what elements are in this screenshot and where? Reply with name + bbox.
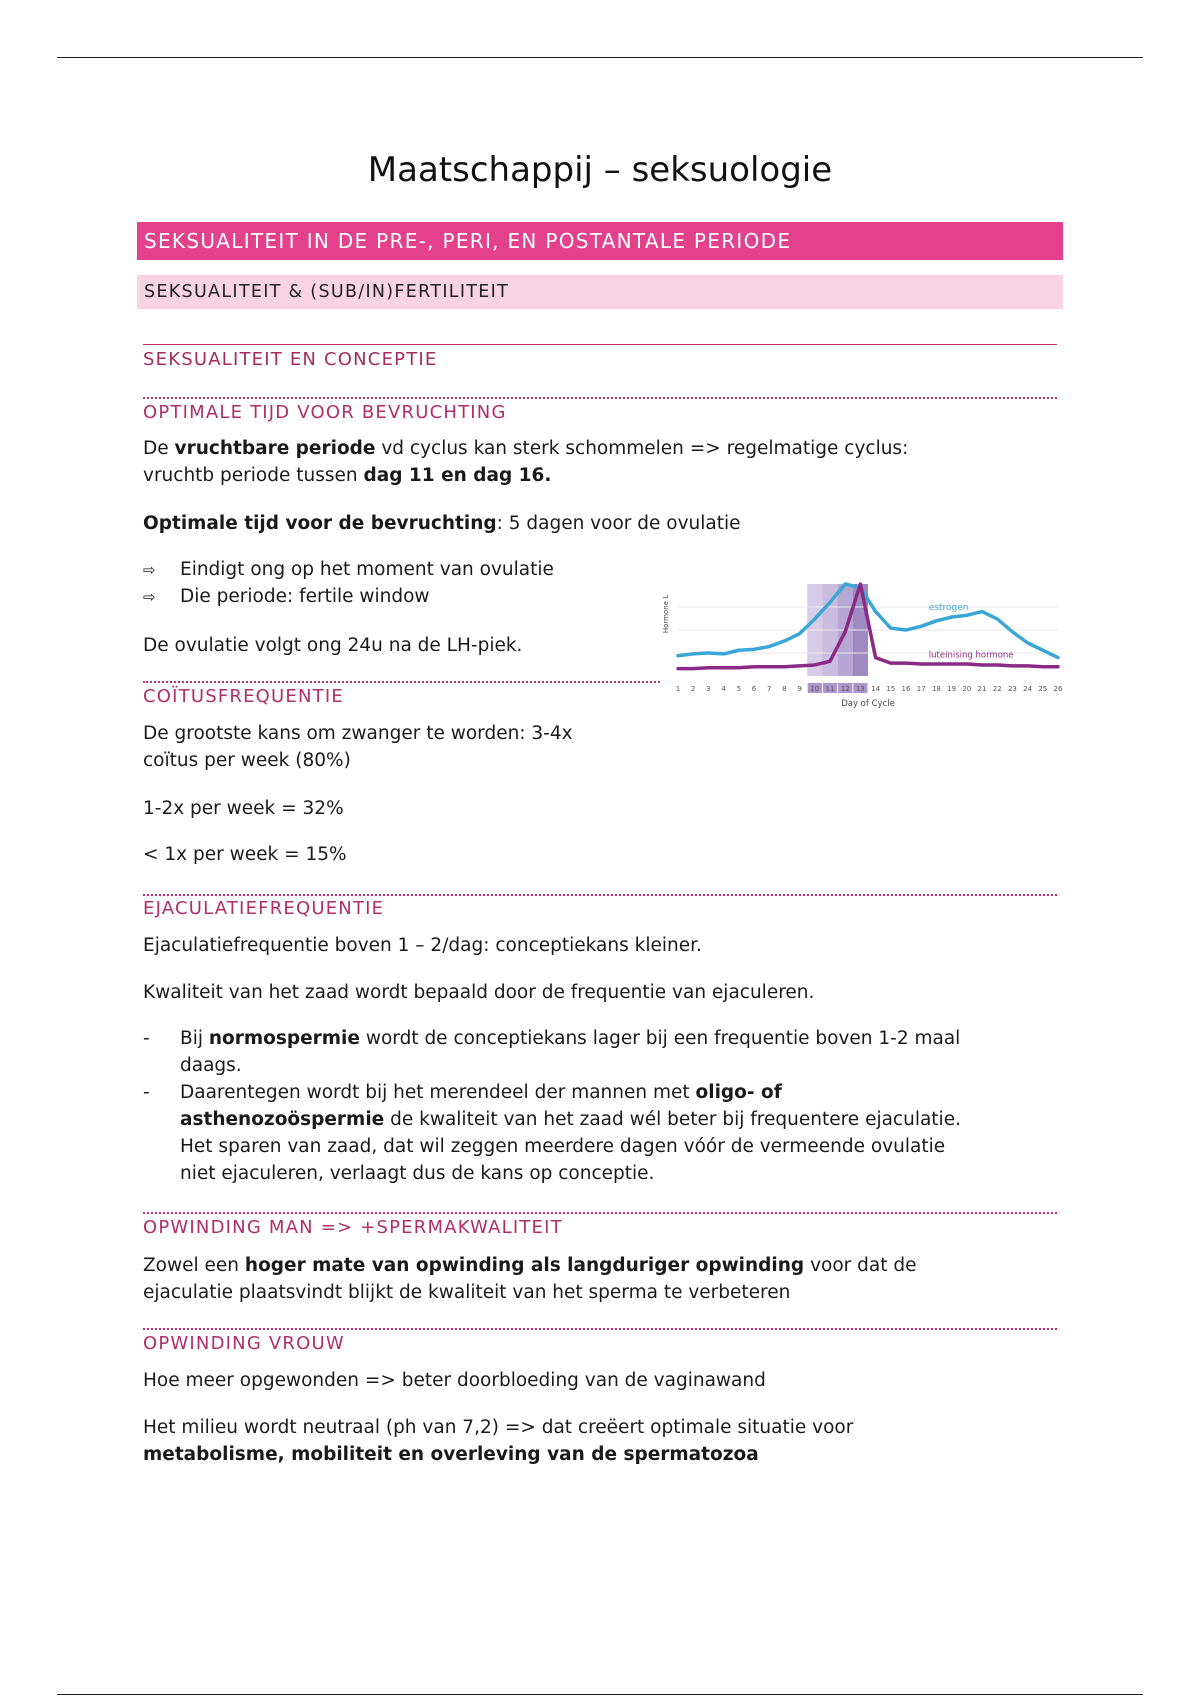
x-tick-label: 15 <box>886 685 896 693</box>
heading-2: SEKSUALITEIT & (SUB/IN)FERTILITEIT <box>137 275 1063 309</box>
divider <box>143 1212 1057 1214</box>
x-tick-label: 9 <box>797 685 802 693</box>
text-bold: dag 11 en dag 16. <box>363 465 552 486</box>
heading-3-rule <box>143 344 1057 345</box>
x-axis-label: Day of Cycle <box>841 699 895 709</box>
section-heading-ejaculatie: EJACULATIEFREQUENTIE <box>143 898 385 919</box>
x-tick-label: 13 <box>855 685 865 693</box>
x-tick-label: 18 <box>931 685 941 693</box>
series-label-estrogen: estrogen <box>928 602 969 613</box>
x-tick-label: 14 <box>871 685 881 693</box>
x-tick-label: 16 <box>901 685 911 693</box>
x-tick-label: 22 <box>992 685 1002 693</box>
text: De grootste kans om zwanger te worden: 3-4x <box>143 723 573 744</box>
top-rule <box>57 57 1143 58</box>
section-heading-opwinding-man: OPWINDING MAN => +SPERMAKWALITEIT <box>143 1217 563 1238</box>
list-item-text: Eindigt ong op het moment van ovulatie <box>180 559 554 580</box>
x-tick-label: 6 <box>751 685 757 693</box>
divider <box>143 1328 1057 1330</box>
list-item <box>143 583 430 611</box>
x-tick-label: 5 <box>736 685 742 693</box>
x-tick-label: 2 <box>690 685 696 693</box>
divider <box>143 681 660 683</box>
x-tick-label: 17 <box>916 685 926 693</box>
x-tick-label: 4 <box>721 685 726 693</box>
paragraph-opwinding-vrouw-2 <box>143 1414 853 1468</box>
divider <box>143 397 1057 399</box>
x-tick-label: 7 <box>766 685 772 693</box>
divider <box>143 894 1057 896</box>
dash-marker: - <box>143 1028 150 1049</box>
text: Zowel een <box>143 1255 245 1276</box>
text-bold: oligo- of <box>695 1082 782 1103</box>
x-tick-label: 23 <box>1007 685 1017 693</box>
dash-marker: - <box>143 1082 150 1103</box>
list-item <box>143 556 554 584</box>
x-tick-label: 1 <box>675 685 681 693</box>
x-tick-label: 11 <box>825 685 835 693</box>
x-tick-label: 10 <box>810 685 820 693</box>
x-tick-label: 25 <box>1038 685 1048 693</box>
text-bold: hoger mate van opwinding als langduriger opwinding <box>244 1255 805 1276</box>
text: de kwaliteit van het zaad wél beter bij frequentere ejaculatie. <box>384 1109 961 1130</box>
heading-1: SEKSUALITEIT IN DE PRE-, PERI, EN POSTANTALE PERIODE <box>137 222 1063 260</box>
text: niet ejaculeren, verlaagt dus de kans op conceptie. <box>180 1163 655 1184</box>
page-title: Maatschappij – seksuologie <box>367 150 833 190</box>
text-bold: metabolisme, mobiliteit en overleving van de spermatozoa <box>143 1444 759 1465</box>
x-tick-label: 3 <box>706 685 711 693</box>
text: ejaculatie plaatsvindt blijkt de kwaliteit van het sperma te verbeteren <box>143 1282 791 1303</box>
text: vd cyclus kan sterk schommelen => regelmatige cyclus: <box>375 438 909 459</box>
bottom-rule <box>57 1694 1143 1695</box>
section-heading-optimale: OPTIMALE TIJD VOOR BEVRUCHTING <box>143 402 507 423</box>
arrow-icon: ⇨ <box>143 561 156 579</box>
section-heading-coitus: COÏTUSFREQUENTIE <box>143 686 344 707</box>
text-bold: normospermie <box>208 1028 360 1049</box>
text: : 5 dagen voor de ovulatie <box>496 513 741 534</box>
paragraph-optimale-tijd <box>143 510 741 537</box>
list-item <box>143 1025 1043 1079</box>
x-tick-label: 26 <box>1053 685 1063 693</box>
text: De <box>143 438 175 459</box>
paragraph-coitus-1-2x: 1-2x per week = 32% <box>143 798 344 819</box>
list-item <box>143 1079 1043 1187</box>
x-tick-label: 24 <box>1023 685 1033 693</box>
text: coïtus per week (80%) <box>143 750 351 771</box>
text: Bij <box>180 1028 209 1049</box>
x-tick-label: 21 <box>977 685 987 693</box>
paragraph-vruchtbare-periode <box>143 435 908 489</box>
hormone-chart-svg <box>660 578 1063 718</box>
x-tick-label: 19 <box>947 685 957 693</box>
text: Daarentegen wordt bij het merendeel der mannen met <box>180 1082 696 1103</box>
x-tick-label: 12 <box>840 685 850 693</box>
text-bold: Optimale tijd voor de bevruchting <box>143 513 497 534</box>
text: vruchtb periode tussen <box>143 465 364 486</box>
y-axis-label: Hormone L <box>662 594 670 634</box>
paragraph-ejaculatie-2: Kwaliteit van het zaad wordt bepaald door de frequentie van ejaculeren. <box>143 982 815 1003</box>
x-tick-label: 8 <box>782 685 787 693</box>
text: Het milieu wordt neutraal (ph van 7,2) => dat creëert optimale situatie voor <box>143 1417 854 1438</box>
arrow-icon: ⇨ <box>143 588 156 606</box>
text: wordt de conceptiekans lager bij een frequentie boven 1-2 maal <box>359 1028 961 1049</box>
paragraph-opwinding-vrouw-1: Hoe meer opgewonden => beter doorbloeding van de vaginawand <box>143 1370 766 1391</box>
paragraph-ovulatie: De ovulatie volgt ong 24u na de LH-piek. <box>143 635 523 656</box>
paragraph-coitus-lt1x: < 1x per week = 15% <box>143 844 347 865</box>
list-item-text: Die periode: fertile window <box>180 586 430 607</box>
paragraph-ejaculatie-1: Ejaculatiefrequentie boven 1 – 2/dag: conceptiekans kleiner. <box>143 935 702 956</box>
hormone-chart <box>660 578 1063 718</box>
series-label-lh: luteinising hormone <box>928 650 1014 661</box>
paragraph-opwinding-man <box>143 1252 916 1306</box>
text-bold: asthenozoöspermie <box>180 1109 385 1130</box>
text-bold: vruchtbare periode <box>174 438 376 459</box>
text: Het sparen van zaad, dat wil zeggen meerdere dagen vóór de vermeende ovulatie <box>180 1136 946 1157</box>
section-heading-opwinding-vrouw: OPWINDING VROUW <box>143 1333 345 1354</box>
text: voor dat de <box>804 1255 917 1276</box>
heading-3: SEKSUALITEIT EN CONCEPTIE <box>143 349 438 370</box>
text: daags. <box>180 1055 242 1076</box>
x-tick-label: 20 <box>962 685 972 693</box>
paragraph-coitus-kans <box>143 720 573 774</box>
